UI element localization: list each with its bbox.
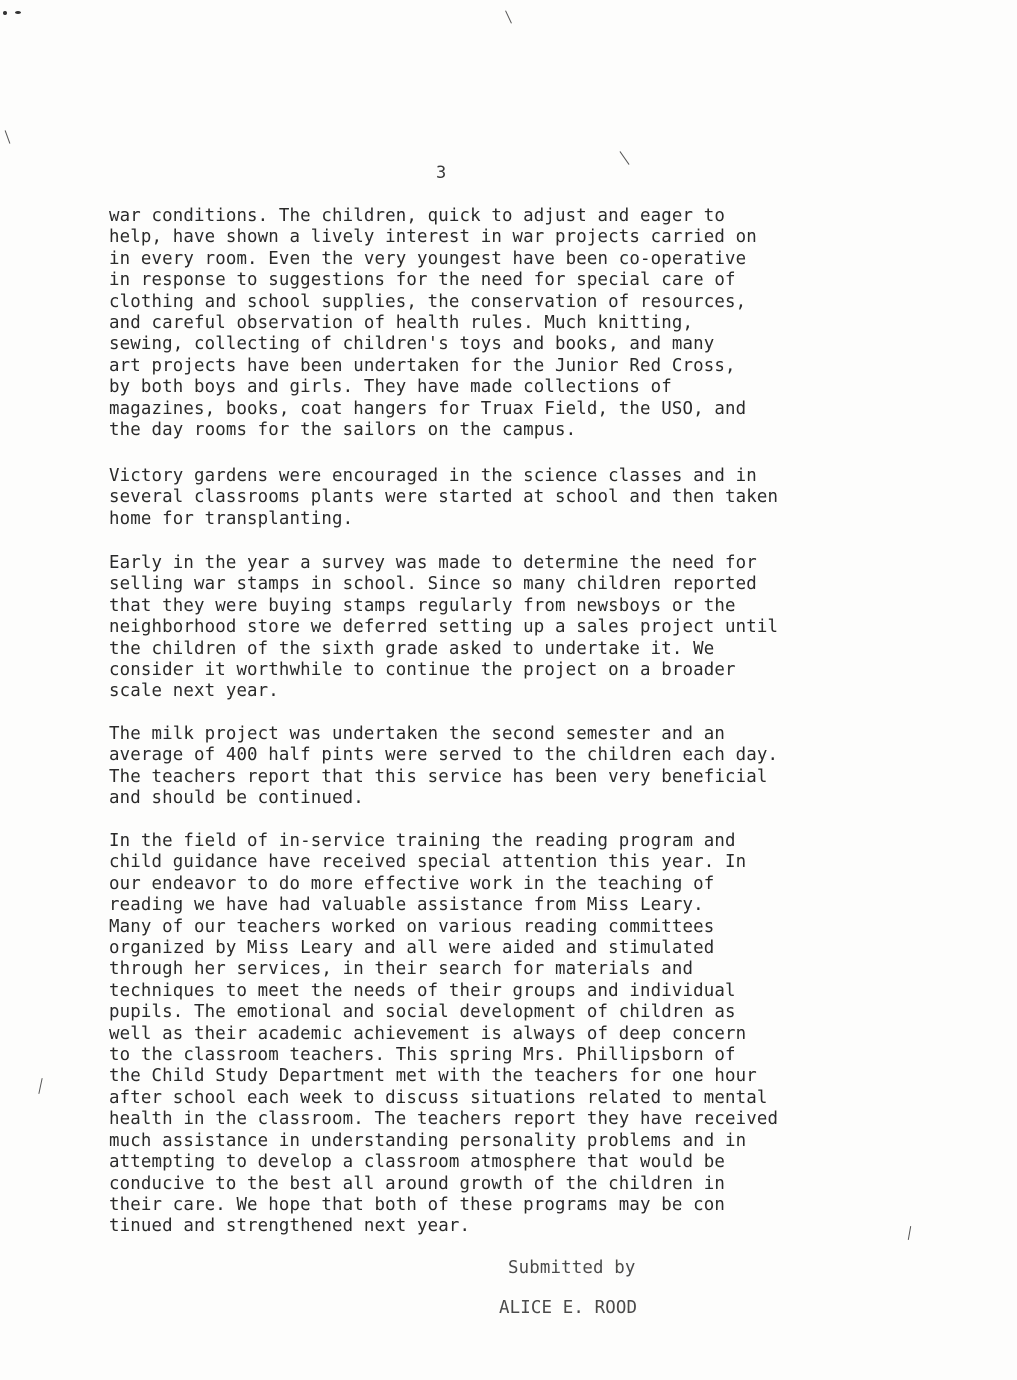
signer-name: ALICE E. ROOD bbox=[499, 1298, 638, 1318]
page-number: 3 bbox=[436, 163, 447, 183]
paragraph-victory-gardens: Victory gardens were encouraged in the science classes and in several classrooms plants were started at school and then taken home for transplanting. bbox=[109, 466, 779, 529]
submitted-by-line: Submitted by bbox=[508, 1258, 636, 1278]
scan-speck bbox=[3, 11, 7, 15]
scan-mark bbox=[620, 151, 630, 165]
paragraph-in-service-training: In the field of in-service training the reading program and child guidance have received special attention this year. In our endeavor to do more effective work in the teaching of reading we have had valuable assistance from Miss Leary. Many of our teachers worked on various reading committees organized by Miss Leary and all were aided and stimulated through her services, in their search for materials and techniques to meet the needs of their groups and individual pupils. The emotional and social development of children as well as their academic achievement is always of deep concern to the classroom teachers. This spring Mrs. Phillipsborn of the Child Study Department met with the teachers for one hour after school each week to discuss situations related to mental health in the classroom. The teachers report they have received much assistance in understanding personality problems and in attempting to develop a classroom atmosphere that would be conducive to the best all around growth of the children in their care. We hope that both of these programs may be con tinued and strengthened next year. bbox=[109, 831, 779, 1237]
scan-mark bbox=[38, 1078, 42, 1094]
scan-mark bbox=[5, 130, 11, 143]
scan-speck bbox=[15, 11, 21, 14]
paragraph-war-projects: war conditions. The children, quick to adjust and eager to help, have shown a lively interest in war projects carried on in every room. Even the very youngest have been co-operative in response to suggestions for the need for special care of clothing and school supplies, the conservation of resources, and careful observation of health rules. Much knitting, sewing, collecting of children's toys and books, and many art projects have been undertaken for the Junior Red Cross, by both boys and girls. They have made collections of magazines, books, coat hangers for Truax Field, the USO, and the day rooms for the sailors on the campus. bbox=[109, 206, 757, 441]
scan-mark bbox=[505, 10, 512, 23]
scan-mark bbox=[908, 1226, 911, 1240]
paragraph-war-stamps: Early in the year a survey was made to determine the need for selling war stamps in school. Since so many children reported that they were buying stamps regularly from newsboys or the neighborhood store we deferred setting up a sales project until the children of the sixth grade asked to undertake it. We consider it worthwhile to continue the project on a broader scale next year. bbox=[109, 553, 779, 702]
paragraph-milk-project: The milk project was undertaken the second semester and an average of 400 half pints were served to the children each day. The teachers report that this service has been very beneficial and should be continued. bbox=[109, 724, 779, 809]
